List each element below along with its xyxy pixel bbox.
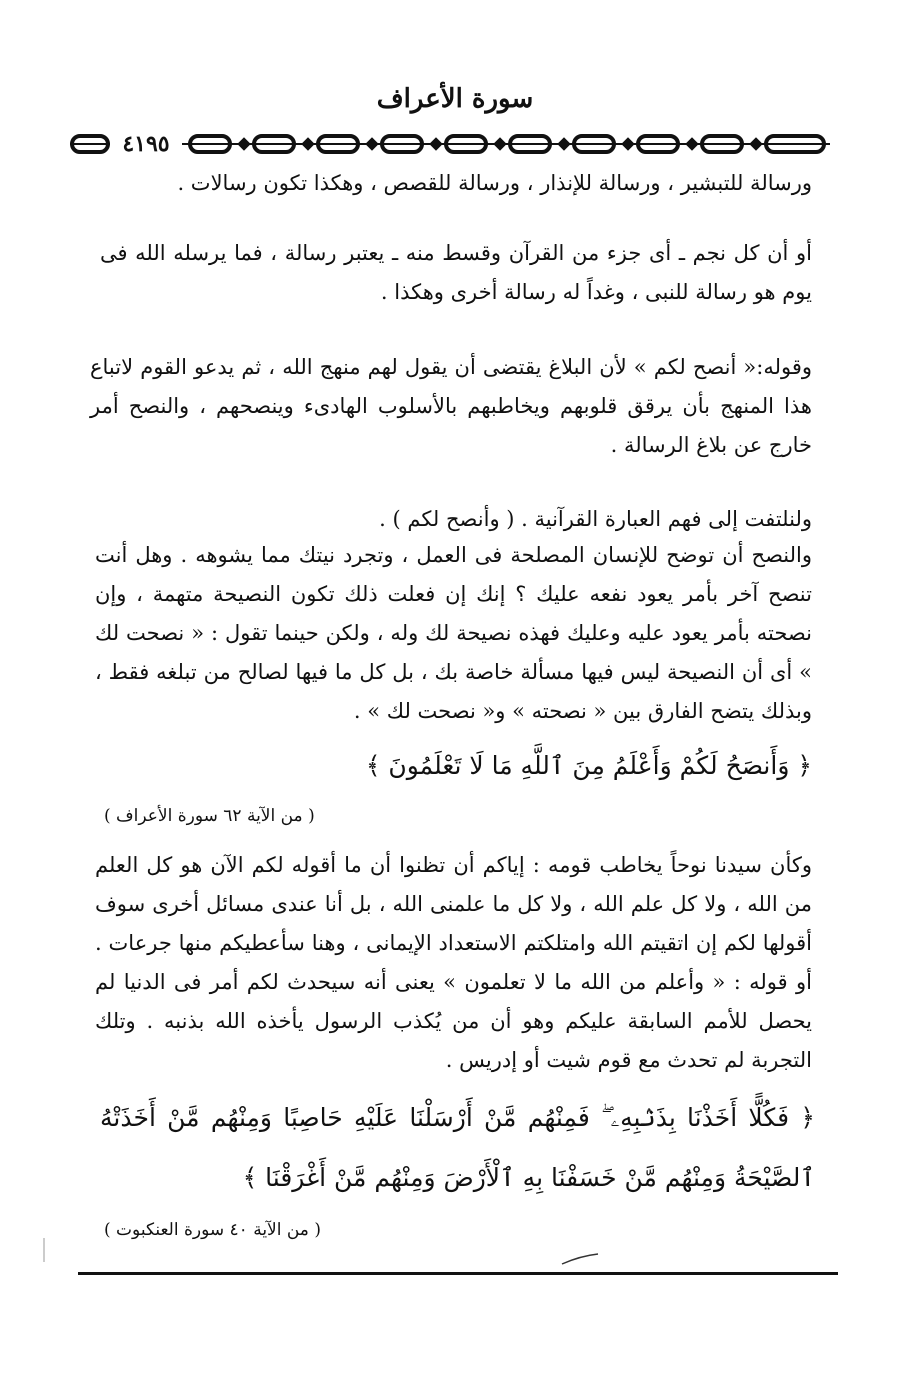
paragraph-quranic-phrase: ولنلتفت إلى فهم العبارة القرآنية . ( وأنصح لكم ) .: [379, 507, 812, 531]
ornamental-header-rule: [70, 128, 830, 160]
paragraph-messages-types: ورسالة للتبشير ، ورسالة للإنذار ، ورسالة للقصص ، وهكذا تكون رسالات .: [177, 171, 812, 195]
verse-citation-araf-62: ( من الآية ٦٢ سورة الأعراف ): [104, 806, 315, 826]
quran-verse-ankabut-40: ﴿ فَكُلًّا أَخَذْنَا بِذَنۢبِهِۦ ۖ فَمِنْهُم مَّنْ أَرْسَلْنَا عَلَيْهِ حَاصِبًا وَمِنْهُم مَّنْ أَخَذَتْهُ ٱلصَّيْحَةُ وَمِنْهُم مَّنْ خَسَفْنَا بِهِ ٱلْأَرْضَ وَمِنْهُم مَّنْ أَغْرَقْنَا ﴾: [100, 1103, 815, 1192]
page-number: ٤١٩٥: [110, 128, 182, 160]
quran-verse-araf-62: ﴿ وَأَنصَحُ لَكُمْ وَأَعْلَمُ مِنَ ٱللَّهِ مَا لَا تَعْلَمُونَ ﴾: [365, 751, 812, 780]
surah-title: سورة الأعراف: [376, 84, 534, 114]
paragraph-definition-of-advice: والنصح أن توضح للإنسان المصلحة فى العمل ، وتجرد نيتك مما يشوهه . وهل أنت تنصح آخر بأمر يعود نفعه عليك ؟ إنك إن فعلت ذلك تكون النصيحة متهمة ، وإن نصحته بأمر يعود عليه وعليك فهذه نصيحة لك وله ، ولكن حينما تقول : « نصحت لك » أى أن النصيحة ليس فيها مسألة خاصة بك ، بل كل ما فيها لصالح من تبلغه فقط ، وبذلك يتضح الفارق بين « نصحته » و« نصحت لك » .: [95, 543, 812, 723]
footer-rule: [78, 1272, 838, 1275]
paragraph-advise-you: وقوله:« أنصح لكم » لأن البلاغ يقتضى أن يقول لهم منهج الله ، ثم يدعو القوم لاتباع هذا المنهج بأن يرقق قلوبهم ويخاطبهم بالأسلوب الهادىء وينصحهم ، والنصح أمر خارج عن بلاغ الرسالة .: [90, 355, 812, 457]
scan-mark: [560, 1250, 600, 1268]
scan-mark: [40, 1236, 48, 1266]
paragraph-noah-addresses-people: وكأن سيدنا نوحاً يخاطب قومه : إياكم أن تظنوا أن ما أقوله لكم الآن هو كل العلم من الله ، ولا كل علم الله ، ولا كل ما علمنى الله ، بل أنا عندى مسائل أخرى سوف أقولها لكم إن اتقيتم الله وامتلكتم الاستعداد الإيمانى ، وهنا سأعطيكم منها جرعات . أو قوله : « وأعلم من الله ما لا تعلمون » يعنى أنه سيحدث لكم أمر فى الدنيا لم يحصل للأمم السابقة عليكم وهو أن من يُكذب الرسول يأخذه الله بذنبه . وتلك التجربة لم تحدث مع قوم شيت أو إدريس .: [95, 853, 812, 1072]
verse-citation-ankabut-40: ( من الآية ٤٠ سورة العنكبوت ): [104, 1220, 321, 1240]
paragraph-each-portion: أو أن كل نجم ـ أى جزء من القرآن وقسط منه ـ يعتبر رسالة ، فما يرسله الله فى يوم هو رسالة للنبى ، وغداً له رسالة أخرى وهكذا .: [100, 241, 812, 304]
